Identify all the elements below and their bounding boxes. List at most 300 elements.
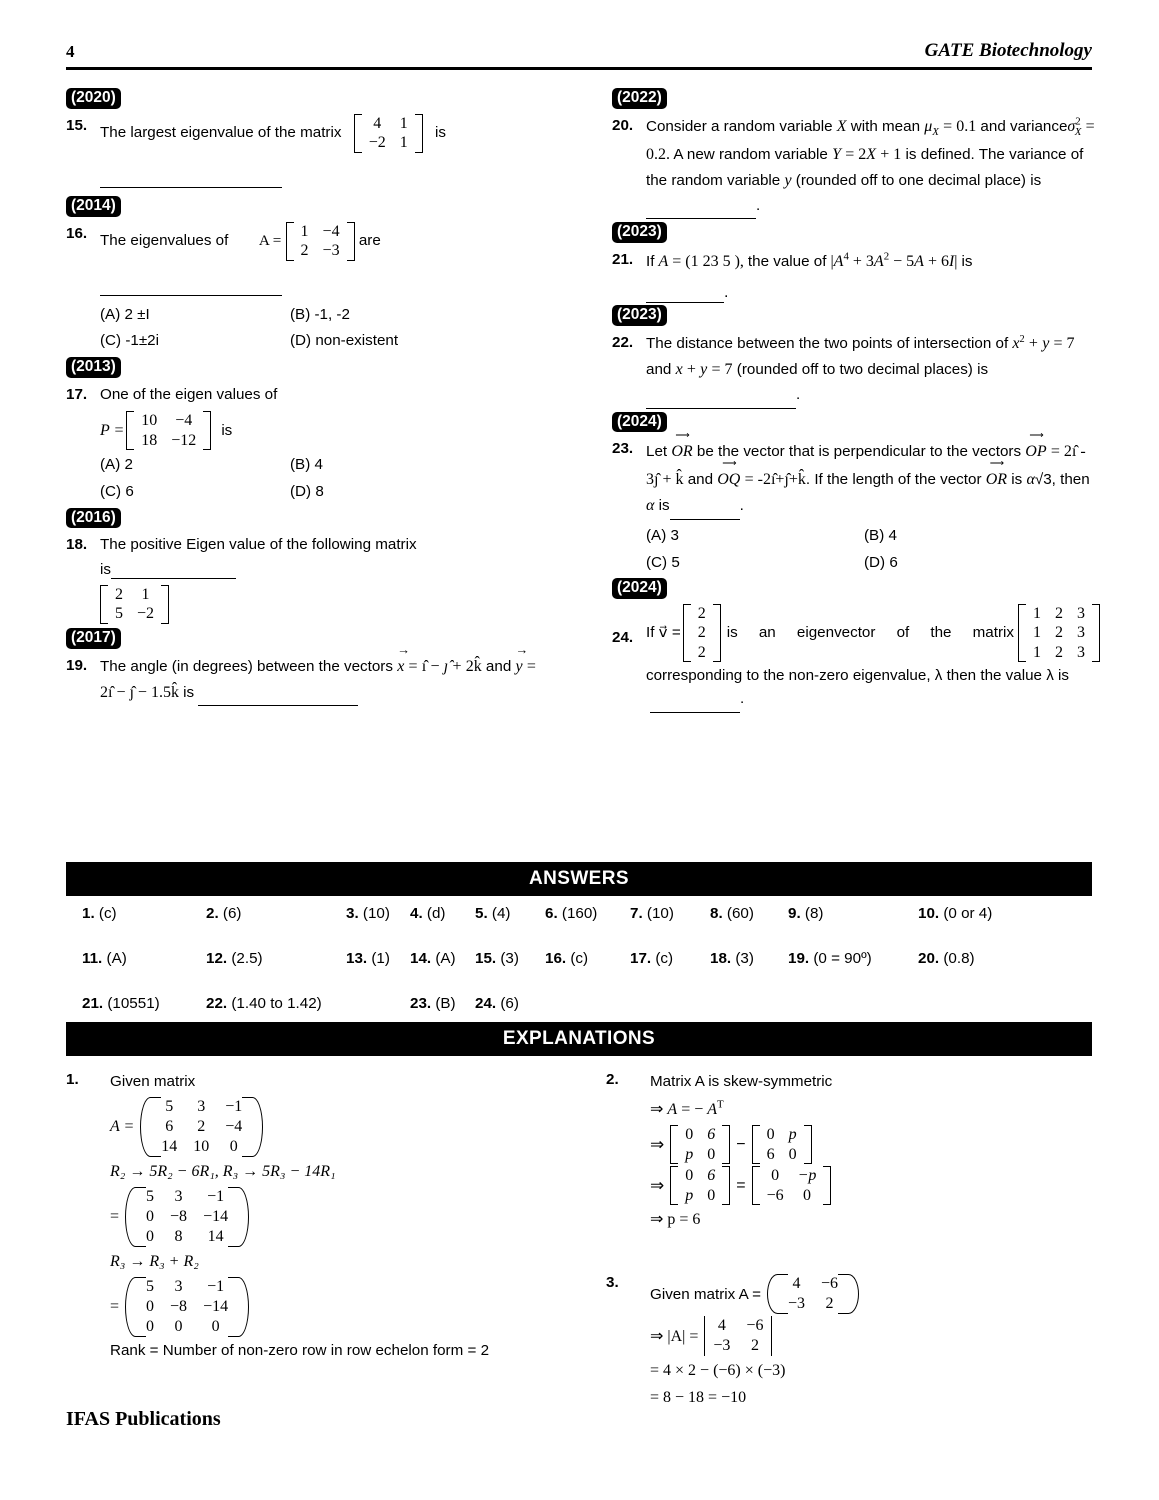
answer-item xyxy=(346,950,410,967)
answer-item xyxy=(788,950,918,967)
matrix-cell: p xyxy=(788,1126,797,1144)
year-tag-2014: (2014) xyxy=(66,196,121,217)
matrix-cell: 0 xyxy=(803,1186,812,1204)
answer-number: 23. xyxy=(410,995,432,1012)
year-tag-row xyxy=(612,578,1100,599)
matrix-cell: 0 xyxy=(211,1317,220,1335)
answer-item xyxy=(788,905,918,922)
options-q23-row2 xyxy=(612,550,1100,577)
matrix-cell: −1 xyxy=(207,1277,225,1295)
option-key: (C) xyxy=(646,553,668,571)
explanation-2 xyxy=(606,1071,1086,1232)
question-number: 15. xyxy=(66,116,88,134)
option-key: (A) xyxy=(646,526,667,544)
result-text: ⇒ p = 6 xyxy=(650,1211,701,1229)
question-body: Consider a random variable X with mean $\mu_X = 0.1$ and varianceσ$^2_X$ = 0.2. A new random variable Y = 2X + 1 is defined. The variance of the random variable y (rounded off to one decimal place) is . xyxy=(646,118,1095,214)
equals-sign: = xyxy=(110,1207,120,1225)
page-number: 4 xyxy=(66,42,75,61)
answer-item xyxy=(545,905,630,922)
question-text-after: is xyxy=(434,124,446,142)
matrix-cell: −p xyxy=(797,1167,817,1185)
matrix-label: A = xyxy=(258,232,282,250)
matrix-cell: p xyxy=(685,1145,694,1163)
answer-number: 8. xyxy=(710,905,723,922)
matrix-cell: −4 xyxy=(322,222,340,240)
question-21 xyxy=(612,248,1100,274)
question-18 xyxy=(66,533,546,558)
question-text: If v⃗ = xyxy=(646,623,681,641)
question-number: 20. xyxy=(612,116,634,134)
option-value: 4 xyxy=(314,456,323,474)
question-text: The positive Eigen value of the following matrix xyxy=(100,536,417,554)
answer-number: 4. xyxy=(410,905,423,922)
answer-item xyxy=(710,950,788,967)
answer-value: (1) xyxy=(371,950,390,967)
row-operation: R₂ → 5R₂ − 6R₁, R₃ → 5R₃ − 14R₁ xyxy=(110,1162,336,1180)
answer-number: 24. xyxy=(475,995,497,1012)
matrix-row-q17 xyxy=(66,411,546,450)
matrix-q24 xyxy=(1018,604,1100,663)
question-text-after: is xyxy=(221,422,233,440)
matrix-cell: 5 xyxy=(165,1097,174,1115)
vector-cell: 2 xyxy=(697,643,706,661)
explanations-banner xyxy=(66,1022,1092,1056)
question-body: The angle (in degrees) between the vectors x → = ı̂ − ȷ̂ + 2k̂ and y → = 2ı̂ − ȷ̂ − 1.5k̂ is xyxy=(100,658,536,701)
question-body: If A = (1 23 5 ), the value of $|A^4 + 3A^2 - 5A + 6I|$ is xyxy=(646,250,973,270)
matrix-cell: 3 xyxy=(1077,624,1085,642)
matrix-cell: 2 xyxy=(750,1337,759,1355)
vector-op: OP ⟶ xyxy=(1025,437,1046,465)
option-a xyxy=(100,302,290,329)
question-text-after: corresponding to the non-zero eigenvalue, λ then the value λ is xyxy=(646,667,1069,685)
option-value: 6 xyxy=(125,482,134,500)
option-b xyxy=(290,302,480,329)
matrix-cell: −14 xyxy=(203,1207,229,1225)
question-22 xyxy=(612,331,1100,408)
matrix-cell: 14 xyxy=(207,1227,224,1245)
matrix-cell: 0 xyxy=(685,1167,694,1185)
matrix-cell: 0 xyxy=(707,1186,716,1204)
question-17 xyxy=(66,383,546,408)
question-text: The eigenvalues of xyxy=(100,232,229,250)
question-text-after: are xyxy=(358,232,381,250)
answer-number: 21. xyxy=(82,995,104,1012)
matrix-cell: 2 xyxy=(1055,643,1063,661)
matrix-cell: 6 xyxy=(707,1126,716,1144)
matrix-cell: 0 xyxy=(146,1297,155,1315)
period: . xyxy=(739,497,744,515)
matrix-cell: −6 xyxy=(746,1317,764,1335)
option-d xyxy=(864,550,1054,577)
matrix-cell: 0 xyxy=(766,1126,775,1144)
question-text-mid: is an eigenvector of the matrix xyxy=(726,623,1014,641)
year-tag-row xyxy=(66,88,546,109)
publisher-footer: IFAS Publications xyxy=(66,1408,221,1430)
answer-item xyxy=(206,995,410,1012)
matrix-cell: 0 xyxy=(174,1317,183,1335)
explanations-banner-label: EXPLANATIONS xyxy=(502,1028,656,1049)
explanation-number: 3. xyxy=(606,1274,619,1292)
answer-number: 6. xyxy=(545,905,558,922)
answer-blank-q15 xyxy=(66,169,546,188)
matrix-cell: 3 xyxy=(197,1097,206,1115)
matrix-cell: 18 xyxy=(141,431,158,449)
year-tag-row xyxy=(612,305,1100,326)
matrix-cell: 10 xyxy=(193,1137,210,1155)
answer-number: 19. xyxy=(788,950,810,967)
matrix-cell: 4 xyxy=(792,1275,801,1293)
equals-sign: = xyxy=(110,1297,120,1315)
answer-item xyxy=(206,950,346,967)
explanation-title: Given matrix xyxy=(110,1073,196,1090)
right-column xyxy=(612,88,1100,716)
question-number: 23. xyxy=(612,440,634,458)
answers-row-3 xyxy=(82,995,1092,1012)
answer-number: 22. xyxy=(206,995,228,1012)
question-text-after: is xyxy=(100,560,111,578)
answer-value: (0 or 4) xyxy=(943,905,993,922)
answer-item xyxy=(206,905,346,922)
matrix-cell: 1 xyxy=(1033,604,1041,622)
option-c xyxy=(100,479,290,506)
answer-item xyxy=(710,905,788,922)
vector-cell: 2 xyxy=(697,604,706,622)
year-tag-2013: (2013) xyxy=(66,357,121,378)
answer-item xyxy=(630,950,710,967)
question-24-blank xyxy=(646,687,1100,713)
year-tag-2022: (2022) xyxy=(612,88,667,109)
year-tag-row xyxy=(66,508,546,529)
question-number: 21. xyxy=(612,251,634,269)
answers-banner-label: ANSWERS xyxy=(529,868,629,889)
matrix-q15 xyxy=(354,114,423,153)
option-key: (B) xyxy=(864,526,885,544)
answer-item xyxy=(545,950,630,967)
matrix-cell: −6 xyxy=(821,1275,839,1293)
explanation-1-ops-1 xyxy=(110,1160,566,1184)
period: . xyxy=(740,690,745,708)
matrix-cell: 0 xyxy=(229,1137,238,1155)
matrix-cell: 5 xyxy=(115,605,123,623)
matrix-cell: 2 xyxy=(300,242,309,260)
matrix-a3 xyxy=(767,1274,859,1314)
explanation-1 xyxy=(66,1071,566,1363)
matrix-q16 xyxy=(286,222,355,261)
eigenvector-q24 xyxy=(683,604,721,663)
answer-item xyxy=(82,905,206,922)
question-text: One of the eigen values of xyxy=(100,385,278,403)
row-operation: R₃ → R₃ + R₂ xyxy=(110,1252,199,1270)
question-number: 24. xyxy=(612,628,634,646)
vector-cell: 2 xyxy=(697,624,706,642)
explanations-left-column xyxy=(66,1068,566,1369)
year-tag-row xyxy=(612,222,1100,243)
question-body xyxy=(100,222,381,260)
option-value: -1, -2 xyxy=(314,305,350,323)
question-body xyxy=(100,114,446,152)
option-key: (B) xyxy=(290,456,311,474)
option-key: (C) xyxy=(100,332,122,350)
answer-item xyxy=(82,995,206,1012)
matrix-cell: −1 xyxy=(225,1097,243,1115)
question-body xyxy=(100,536,417,553)
answer-value: (3) xyxy=(500,950,519,967)
question-23 xyxy=(612,437,1100,519)
option-key: (D) xyxy=(290,482,312,500)
matrix-cell: 0 xyxy=(146,1227,155,1245)
option-a xyxy=(646,523,864,550)
explanation-3 xyxy=(606,1274,1086,1410)
matrix-cell: 1 xyxy=(1033,643,1041,661)
matrix-m4 xyxy=(752,1166,832,1205)
matrix-cell: p xyxy=(685,1186,694,1204)
vector-x: x → xyxy=(397,658,404,675)
matrix-cell: 3 xyxy=(174,1187,183,1205)
answer-item xyxy=(475,995,519,1012)
explanation-2-line-1: ⇒ A = − $A^T$ xyxy=(650,1098,724,1119)
matrix-cell: −12 xyxy=(171,431,197,449)
header-divider xyxy=(66,67,1092,70)
matrix-cell: −2 xyxy=(137,605,155,623)
year-tag-2016: (2016) xyxy=(66,508,121,529)
matrix-cell: 14 xyxy=(161,1137,178,1155)
matrix-cell: 4 xyxy=(717,1317,726,1335)
year-tag-row xyxy=(66,357,546,378)
matrix-m3 xyxy=(670,1166,730,1205)
option-key: (A) xyxy=(100,305,121,323)
option-value: non-existent xyxy=(315,332,399,350)
matrix-m1 xyxy=(670,1125,730,1164)
matrix-a xyxy=(140,1097,263,1157)
option-value: 2 xyxy=(124,456,133,474)
answer-value: (60) xyxy=(726,905,754,922)
explanation-1-conclusion: Rank = Number of non-zero row in row echelon form = 2 xyxy=(110,1341,490,1359)
question-15 xyxy=(66,114,546,153)
page-header xyxy=(66,40,1092,62)
matrix-cell: 3 xyxy=(1077,604,1085,622)
options-q16-row1 xyxy=(66,302,546,329)
vector-oq: OQ ⟶ xyxy=(717,465,740,493)
answer-item xyxy=(475,905,545,922)
option-value: 4 xyxy=(888,526,897,544)
matrix-cell: 0 xyxy=(771,1167,780,1185)
year-tag-2020: (2020) xyxy=(66,88,121,109)
answer-value: (4) xyxy=(491,905,511,922)
answer-number: 5. xyxy=(475,905,488,922)
answer-value: (10) xyxy=(646,905,674,922)
matrix-cell: 2 xyxy=(825,1295,834,1313)
period: . xyxy=(756,196,761,214)
matrix-cell: 1 xyxy=(300,222,309,240)
matrix-cell: 0 xyxy=(146,1207,155,1225)
answer-number: 12. xyxy=(206,950,228,967)
matrix-cell: 6 xyxy=(707,1167,716,1185)
answer-value: (8) xyxy=(804,905,824,922)
year-tag-2023-a: (2023) xyxy=(612,222,667,243)
answer-number: 9. xyxy=(788,905,801,922)
answer-value: (6) xyxy=(222,905,242,922)
matrix-cell: −14 xyxy=(203,1297,229,1315)
answer-blank-q18 xyxy=(66,561,546,579)
answer-value: (A) xyxy=(106,950,127,967)
implies-arrow: ⇒ xyxy=(650,1134,665,1154)
explanation-3-line-2 xyxy=(650,1316,1086,1356)
answer-item xyxy=(630,905,710,922)
explanation-3-line-3: = 4 × 2 − (−6) × (−3) xyxy=(650,1362,786,1380)
matrix-row-q18 xyxy=(66,585,546,624)
answer-number: 17. xyxy=(630,950,652,967)
matrix-cell: 1 xyxy=(1033,624,1041,642)
explanation-title: Given matrix A = xyxy=(650,1285,761,1303)
answers-row-2 xyxy=(82,950,1092,967)
question-number: 22. xyxy=(612,334,634,352)
year-tag-row xyxy=(66,196,546,217)
question-24-line1 xyxy=(646,604,1100,663)
question-19 xyxy=(66,654,546,707)
option-b xyxy=(864,523,1054,550)
options-q17-row2 xyxy=(66,479,546,506)
option-value: 2 ±I xyxy=(124,305,150,323)
answer-value: (d) xyxy=(426,905,446,922)
option-value: 6 xyxy=(889,553,898,571)
answer-number: 15. xyxy=(475,950,497,967)
answer-value: (6) xyxy=(500,995,519,1012)
answer-blank-q21 xyxy=(612,284,1100,303)
matrix-cell: 2 xyxy=(1055,624,1063,642)
answer-item xyxy=(410,950,475,967)
option-d xyxy=(290,328,480,355)
matrix-m2 xyxy=(752,1125,812,1164)
question-number: 17. xyxy=(66,385,88,403)
answer-number: 14. xyxy=(410,950,432,967)
answer-number: 18. xyxy=(710,950,732,967)
answer-number: 1. xyxy=(82,905,95,922)
matrix-cell: −3 xyxy=(788,1295,806,1313)
minus-sign: − xyxy=(736,1135,746,1153)
answer-value: (0 = 90º) xyxy=(813,950,872,967)
answer-item xyxy=(346,905,410,922)
option-d xyxy=(290,479,480,506)
matrix-cell: 3 xyxy=(174,1277,183,1295)
option-b xyxy=(290,452,480,479)
question-number: 18. xyxy=(66,536,88,554)
question-16 xyxy=(66,222,546,261)
answer-item xyxy=(82,950,206,967)
explanation-1-matrix-2 xyxy=(110,1187,566,1247)
matrix-cell: 1 xyxy=(141,585,150,603)
explanation-3-line-1 xyxy=(650,1274,1086,1314)
matrix-cell: 0 xyxy=(685,1126,694,1144)
left-column xyxy=(66,88,546,709)
answer-item xyxy=(410,995,475,1012)
answer-value: (10551) xyxy=(107,995,160,1012)
answer-value: (160) xyxy=(561,905,598,922)
option-value: -1±2i xyxy=(125,332,159,350)
answer-value: (10) xyxy=(362,905,390,922)
option-value: 5 xyxy=(671,553,680,571)
answer-number: 20. xyxy=(918,950,940,967)
explanation-2-line-3 xyxy=(650,1166,1086,1205)
matrix-cell: −1 xyxy=(207,1187,225,1205)
matrix-cell: 2 xyxy=(115,585,123,603)
answer-item xyxy=(410,905,475,922)
year-tag-2023-b: (2023) xyxy=(612,305,667,326)
year-tag-2024-a: (2024) xyxy=(612,412,667,433)
determinant-label: ⇒ |A| = xyxy=(650,1328,699,1346)
explanation-2-line-2 xyxy=(650,1125,1086,1164)
explanation-1-ops-2 xyxy=(110,1250,566,1274)
matrix-cell: 2 xyxy=(1055,604,1063,622)
answer-value: (A) xyxy=(435,950,456,967)
matrix-label: P = xyxy=(100,421,125,439)
period: . xyxy=(724,284,729,302)
matrix-cell: 6 xyxy=(165,1117,174,1135)
answer-value: (c) xyxy=(570,950,589,967)
answer-item xyxy=(918,950,975,967)
answer-item xyxy=(918,905,992,922)
option-key: (D) xyxy=(864,553,886,571)
matrix-cell: −3 xyxy=(713,1337,731,1355)
matrix-cell: 1 xyxy=(399,114,408,132)
answer-value: (3) xyxy=(735,950,754,967)
answer-value: (c) xyxy=(655,950,674,967)
vector-or-2: OR ⟶ xyxy=(986,465,1007,493)
question-body xyxy=(100,386,277,403)
matrix-cell: 2 xyxy=(197,1117,206,1135)
matrix-cell: −2 xyxy=(368,134,386,152)
options-q16-row2 xyxy=(66,328,546,355)
question-20 xyxy=(612,114,1100,220)
answer-number: 3. xyxy=(346,905,359,922)
option-c xyxy=(100,328,290,355)
answer-number: 13. xyxy=(346,950,368,967)
matrix-cell: 0 xyxy=(707,1145,716,1163)
matrix-label: A = xyxy=(110,1117,135,1135)
matrix-cell: 1 xyxy=(399,134,408,152)
matrix-cell: −8 xyxy=(170,1297,188,1315)
answer-number: 7. xyxy=(630,905,643,922)
year-tag-2024-b: (2024) xyxy=(612,578,667,599)
question-body: Let OR ⟶ be the vector that is perpendicular to the vectors OP ⟶ = 2ı̂ - 3ȷ̂ + k̂ and OQ ⟶ = -2ı̂+ȷ̂+k̂. If the length of the vector OR ⟶ is α√3, then α is . xyxy=(646,443,1090,514)
matrix-cell: −8 xyxy=(170,1207,188,1225)
option-key: (C) xyxy=(100,482,122,500)
option-value: 8 xyxy=(315,482,324,500)
option-a xyxy=(100,452,290,479)
matrix-cell: −3 xyxy=(322,242,340,260)
matrix-cell: 5 xyxy=(146,1277,155,1295)
explanation-number: 1. xyxy=(66,1071,79,1088)
options-q23-row1 xyxy=(612,523,1100,550)
matrix-cell: 3 xyxy=(1077,643,1085,661)
matrix-cell: −4 xyxy=(225,1117,243,1135)
matrix-cell: 6 xyxy=(766,1145,775,1163)
determinant-matrix xyxy=(704,1316,772,1356)
question-text: The largest eigenvalue of the matrix xyxy=(100,124,342,142)
explanation-3-line-4: = 8 − 18 = −10 xyxy=(650,1389,747,1407)
question-number: 19. xyxy=(66,656,88,674)
options-q17-row1 xyxy=(66,452,546,479)
explanation-1-matrix-3 xyxy=(110,1277,566,1337)
explanation-number: 2. xyxy=(606,1071,619,1088)
answer-number: 16. xyxy=(545,950,567,967)
question-24-line2 xyxy=(646,664,1100,689)
answers-list xyxy=(82,905,1092,1040)
matrix-step-2 xyxy=(125,1187,249,1247)
book-title: GATE Biotechnology xyxy=(924,40,1092,61)
answers-row-1 xyxy=(82,905,1092,922)
year-tag-row xyxy=(66,628,546,649)
explanations-right-column xyxy=(606,1068,1086,1416)
